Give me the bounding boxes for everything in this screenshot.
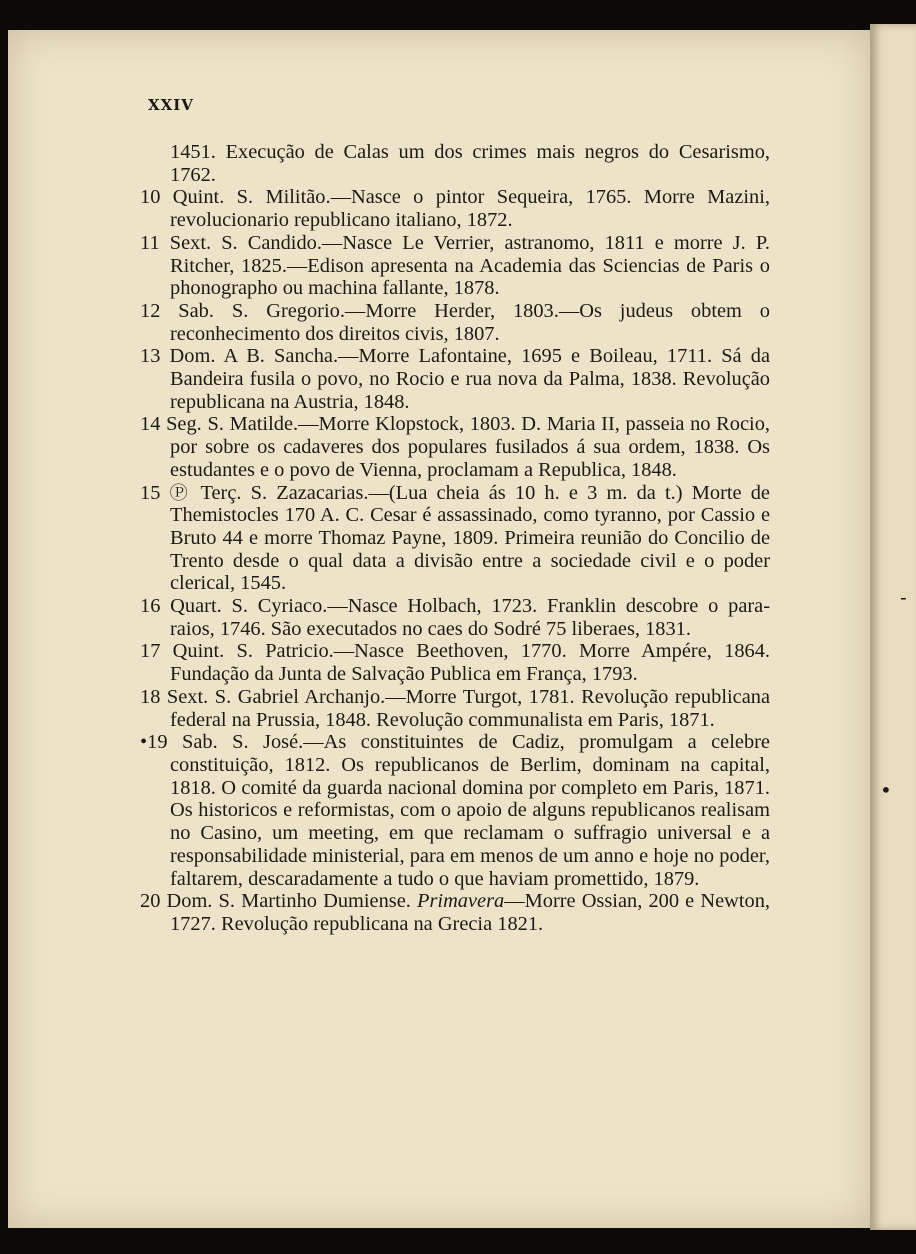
entry-day-11: 11 Sext. S. Candido.—Nasce Le Verrier, astranomo, 1811 e morre J. P. Ritcher, 1825.—Edison apresenta na Academia das Sciencias de Paris o phonographo ou machina fallante, 1878.	[140, 231, 770, 300]
margin-mark: -	[900, 585, 907, 609]
facing-page-edge	[870, 24, 916, 1230]
full-moon-icon: Ⓟ	[169, 482, 192, 503]
entry-day-14: 14 Seg. S. Matilde.—Morre Klopstock, 1803. D. Maria II, passeia no Rocio, por sobre os cadaveres dos populares fusilados á sua ordem, 1838. Os estudantes e o povo de Vienna, proclamam a Republica, 1848.	[140, 413, 770, 481]
entry-day-20-season: Primavera	[417, 890, 505, 913]
entry-day-18: 18 Sext. S. Gabriel Archanjo.—Morre Turgot, 1781. Revolução republicana federal na Prussia, 1848. Revolução communalista em Paris, 1871.	[140, 685, 770, 731]
entry-1451: 1451. Execução de Calas um dos crimes mais negros do Cesarismo, 1762.	[170, 141, 770, 186]
entry-day-10: 10 Quint. S. Militão.—Nasce o pintor Sequeira, 1765. Morre Mazini, revolucionario republicano italiano, 1872.	[140, 186, 770, 232]
page-number: XXIV	[148, 96, 194, 114]
entry-day-20-text: —Morre Ossian, 200 e Newton, 1727. Revolução republicana na Grecia 1821.	[170, 890, 770, 935]
entry-day-13: 13 Dom. A B. Sancha.—Morre Lafontaine, 1695 e Boileau, 1711. Sá da Bandeira fusila o povo, no Rocio e rua nova da Palma, 1838. Revolução republicana na Austria, 1848.	[140, 345, 770, 413]
entry-day-15	[140, 482, 770, 596]
entry-day-12: 12 Sab. S. Gregorio.—Morre Herder, 1803.—Os judeus obtem o reconhecimento dos direitos civis, 1807.	[140, 299, 770, 345]
entry-day-19: •19 Sab. S. José.—As constituintes de Cadiz, promulgam a celebre constituição, 1812. Os republicanos de Berlim, dominam na capital, 1818. O comité da guarda nacional domina por completo em Paris, 1871. Os historicos e reformistas, com o apoio de alguns republicanos realisam no Casino, um meeting, em que reclamam o suffragio universal e a responsabilidade ministerial, para em menos de um anno e hoje no poder, faltarem, descaradamente a tudo o que haviam promettido, 1879.	[140, 731, 770, 890]
entry-day-15-text: Terç. S. Zazacarias.—(Lua cheia ás 10 h. e 3 m. da t.) Morte de Themistocles 170 A. C. Cesar é assassinado, como tyranno, por Cassio e Bruto 44 e morre Thomaz Payne, 1809. Primeira reunião do Concilio de Trento desde o qual data a divisão entre a sociedade civil e o poder clerical, 1545.	[170, 481, 770, 595]
calendar-entries	[140, 141, 770, 936]
entry-day-16: 16 Quart. S. Cyriaco.—Nasce Holbach, 1723. Franklin descobre o para-raios, 1746. São executados no caes do Sodré 75 liberaes, 1831.	[140, 595, 770, 640]
entry-day-15-prefix: 15	[140, 481, 170, 504]
entry-day-20-prefix: 20 Dom. S. Martinho Dumiense.	[140, 890, 418, 913]
entry-day-17: 17 Quint. S. Patricio.—Nasce Beethoven, 1770. Morre Ampére, 1864. Fundação da Junta de Salvação Publica em França, 1793.	[140, 640, 770, 686]
margin-dot: •	[880, 778, 892, 802]
entry-day-20	[140, 890, 770, 935]
